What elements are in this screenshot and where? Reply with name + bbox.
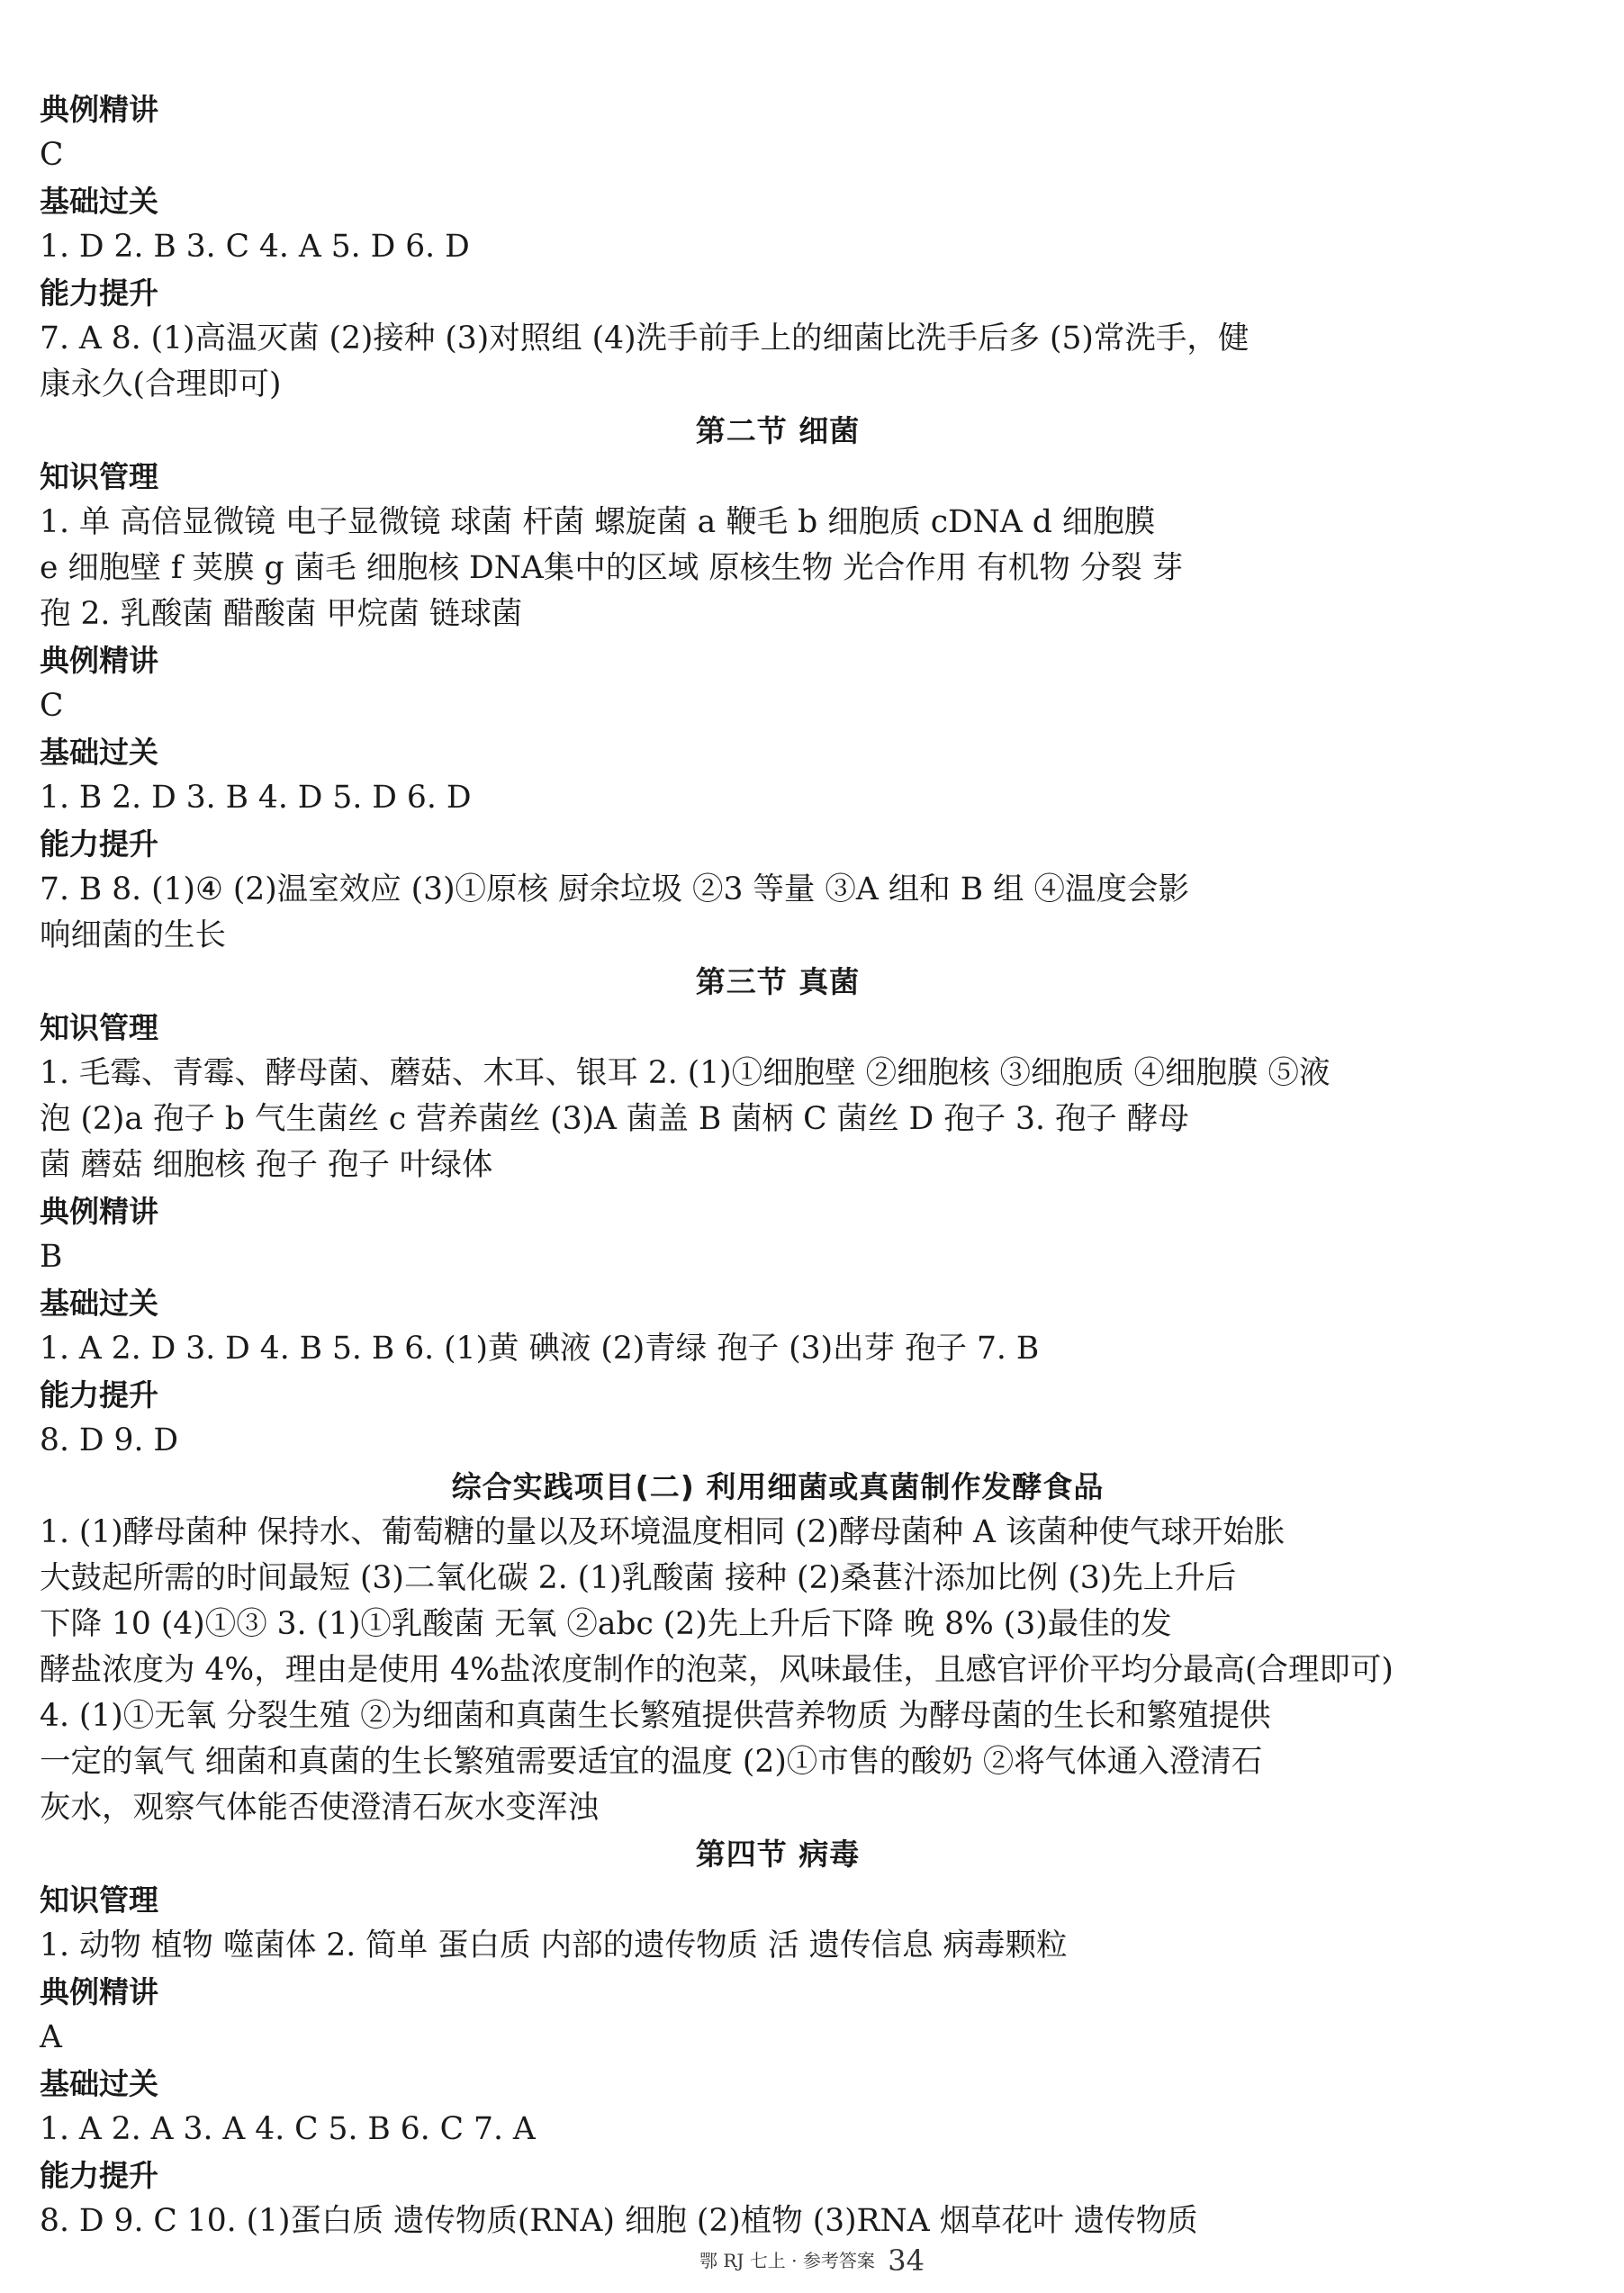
answer-line: B <box>40 1239 63 1275</box>
answer-line: 下降 10 (4)①③ 3. (1)①乳酸菌 无氧 ②abc (2)先上升后下降 晚 8% (3)最佳的发 <box>40 1606 1172 1642</box>
answer-line: 1. A 2. D 3. D 4. B 5. B 6. (1)黄 碘液 (2)青绿 孢子 (3)出芽 孢子 7. B <box>40 1331 1040 1367</box>
answer-line: 8. D 9. D <box>40 1422 179 1458</box>
section-title: 第四节 病毒 <box>695 1837 861 1872</box>
answer-line: 8. D 9. C 10. (1)蛋白质 遗传物质(RNA) 细胞 (2)植物 (3)RNA 烟草花叶 遗传物质 <box>40 2203 1198 2239</box>
section-label: 知识管理 <box>40 1882 158 1918</box>
page-footer <box>0 2243 1624 2278</box>
answer-page <box>40 86 1516 2244</box>
answer-line: 7. A 8. (1)高温灭菌 (2)接种 (3)对照组 (4)洗手前手上的细菌比洗手后多 (5)常洗手，健 <box>40 320 1250 357</box>
answer-line: 1. (1)酵母菌种 保持水、葡萄糖的量以及环境温度相同 (2)酵母菌种 A 该菌种使气球开始胀 <box>40 1514 1286 1550</box>
answer-line: 菌 蘑菇 细胞核 孢子 孢子 叶绿体 <box>40 1147 493 1183</box>
answer-line: 酵盐浓度为 4%，理由是使用 4%盐浓度制作的泡菜，风味最佳，且感官评价平均分最高(合理即可) <box>40 1652 1394 1688</box>
answer-line: 康永久(合理即可) <box>40 366 282 402</box>
section-label: 能力提升 <box>40 1377 158 1413</box>
answer-line: 响细菌的生长 <box>40 917 226 953</box>
footer-label: 鄂 RJ 七上 · 参考答案 <box>699 2250 875 2271</box>
section-label: 能力提升 <box>40 2158 158 2193</box>
answer-line: 4. (1)①无氧 分裂生殖 ②为细菌和真菌生长繁殖提供营养物质 为酵母菌的生长和繁殖提供 <box>40 1698 1271 1734</box>
section-title: 第三节 真菌 <box>695 964 861 999</box>
section-title: 综合实践项目(二) 利用细菌或真菌制作发酵食品 <box>451 1469 1105 1504</box>
answer-line: 泡 (2)a 孢子 b 气生菌丝 c 营养菌丝 (3)A 菌盖 B 菌柄 C 菌丝 D 孢子 3. 孢子 酵母 <box>40 1101 1189 1137</box>
answer-line: 1. 毛霉、青霉、酵母菌、蘑菇、木耳、银耳 2. (1)①细胞壁 ②细胞核 ③细胞质 ④细胞膜 ⑤液 <box>40 1055 1331 1091</box>
answer-line: 孢 2. 乳酸菌 醋酸菌 甲烷菌 链球菌 <box>40 596 523 632</box>
section-label: 典例精讲 <box>40 92 158 127</box>
answer-line: 1. 动物 植物 噬菌体 2. 简单 蛋白质 内部的遗传物质 活 遗传信息 病毒颗粒 <box>40 1927 1068 1963</box>
section-label: 典例精讲 <box>40 1974 158 2009</box>
section-label: 基础过关 <box>40 735 158 770</box>
page-number: 34 <box>888 2243 925 2278</box>
section-label: 基础过关 <box>40 2066 158 2101</box>
answer-line: C <box>40 137 64 173</box>
answer-line: e 细胞壁 f 荚膜 g 菌毛 细胞核 DNA集中的区域 原核生物 光合作用 有机物 分裂 芽 <box>40 550 1184 586</box>
section-label: 基础过关 <box>40 1286 158 1321</box>
section-label: 基础过关 <box>40 184 158 219</box>
section-label: 能力提升 <box>40 275 158 311</box>
section-label: 典例精讲 <box>40 643 158 678</box>
section-label: 典例精讲 <box>40 1194 158 1229</box>
section-label: 知识管理 <box>40 1010 158 1045</box>
answer-line: 1. 单 高倍显微镜 电子显微镜 球菌 杆菌 螺旋菌 a 鞭毛 b 细胞质 cDNA d 细胞膜 <box>40 504 1156 540</box>
section-label: 知识管理 <box>40 459 158 494</box>
answer-line: 7. B 8. (1)④ (2)温室效应 (3)①原核 厨余垃圾 ②3 等量 ③A 组和 B 组 ④温度会影 <box>40 871 1190 907</box>
section-title: 第二节 细菌 <box>695 413 861 448</box>
answer-line: 1. B 2. D 3. B 4. D 5. D 6. D <box>40 780 472 816</box>
answer-line: 灰水，观察气体能否使澄清石灰水变浑浊 <box>40 1790 599 1826</box>
answer-line: 1. A 2. A 3. A 4. C 5. B 6. C 7. A <box>40 2111 536 2147</box>
answer-line: A <box>40 2019 62 2055</box>
answer-line: 大鼓起所需的时间最短 (3)二氧化碳 2. (1)乳酸菌 接种 (2)桑葚汁添加比例 (3)先上升后 <box>40 1560 1237 1596</box>
section-label: 能力提升 <box>40 826 158 862</box>
answer-line: C <box>40 688 64 724</box>
answer-line: 一定的氧气 细菌和真菌的生长繁殖需要适宜的温度 (2)①市售的酸奶 ②将气体通入澄清石 <box>40 1744 1263 1780</box>
answer-line: 1. D 2. B 3. C 4. A 5. D 6. D <box>40 229 470 265</box>
